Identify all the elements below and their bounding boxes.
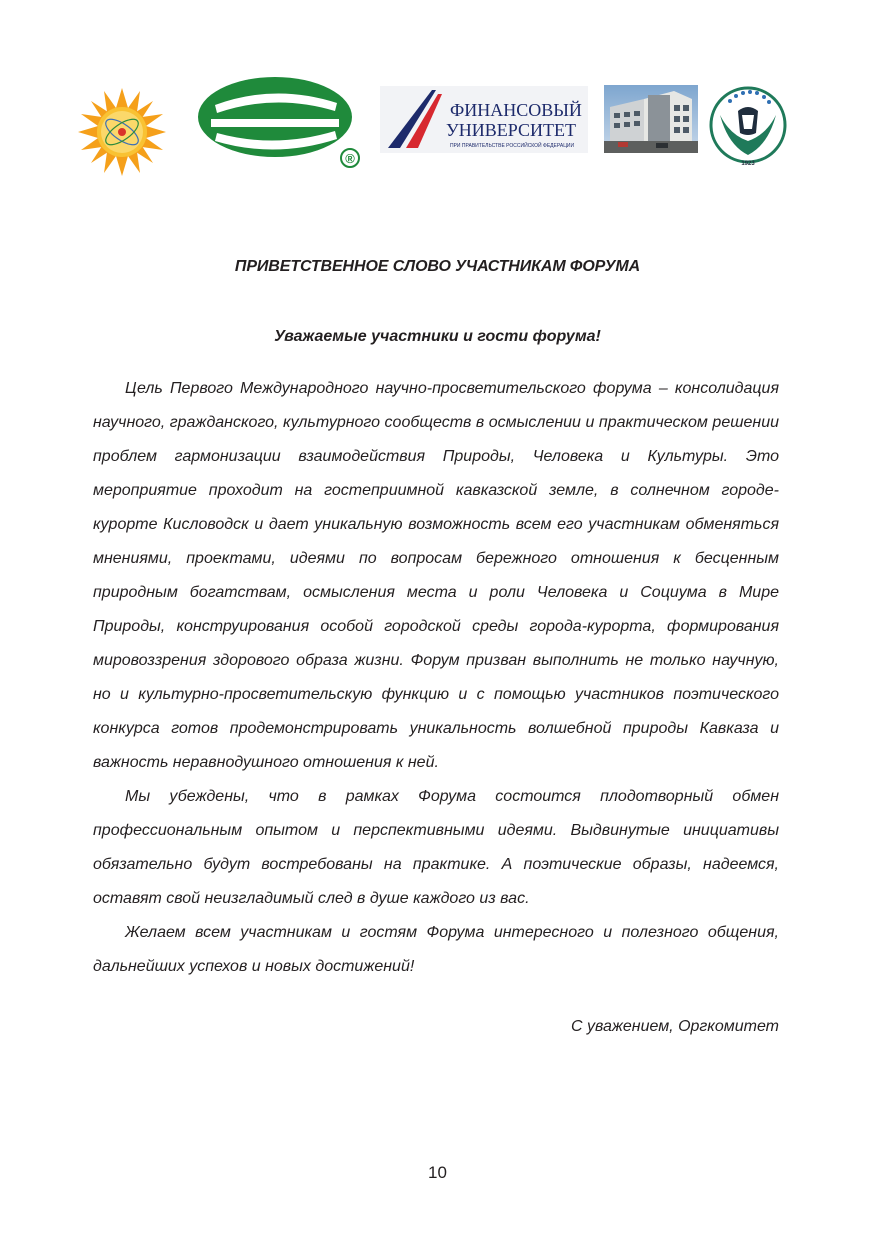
finuni-subtitle: ПРИ ПРАВИТЕЛЬСТВЕ РОССИЙСКОЙ ФЕДЕРАЦИИ — [450, 143, 575, 149]
emblem-year: 1923 — [741, 161, 755, 167]
round-emblem-logo — [708, 85, 788, 170]
salutation: Уважаемые участники и гости форума! — [274, 328, 601, 345]
logo-strip — [0, 0, 875, 200]
sun-logo — [76, 86, 168, 178]
page-title: ПРИВЕТСТВЕННОЕ СЛОВО УЧАСТНИКАМ ФОРУМА — [234, 258, 641, 275]
page-number: 10 — [428, 1163, 447, 1182]
financial-university-logo — [380, 86, 588, 153]
paragraph: Цель Первого Международного научно-просветительского форума – консолидация научного, гражданского, культурного сообществ в осмыслении и практическом решении проблем гармонизации взаимодействия Природы, Человека и Культуры. Это мероприятие проходит на гостеприимной кавказской земле, в солнечном городе-курорте Кисловодск и дает уникальную возможность всем его участникам обменяться мнениями, проектами, идеями по вопросам бережного отношения к бесценным природным богатствам, осмысления места и роли Человека и Социума в Мире Природы, конструирования особой городской среды города-курорта, формирования мировоззрения здорового образа жизни. Форум призван выполнить не только научную, но и культурно-просветительскую функцию и с помощью участников поэтического конкурса готов продемонстрировать уникальность волшебной природы Кавказа и важность неравнодушного отношения к ней. — [93, 380, 779, 771]
paragraph: Желаем всем участникам и гостям Форума интересного и полезного общения, дальнейших успехов и новых достижений! — [93, 924, 779, 975]
paragraph: Мы убеждены, что в рамках Форума состоится плодотворный обмен профессиональным опытом и перспективными идеями. Выдвинутые инициативы обязательно будут востребованы на практике. А поэтические образы, надеемся, оставят свой неизгладимый след в душе каждого из вас. — [93, 788, 779, 907]
letter-body — [93, 372, 779, 984]
signature: С уважением, Оргкомитет — [570, 1018, 779, 1035]
registered-mark: ® — [345, 151, 355, 166]
finuni-line2: УНИВЕРСИТЕТ — [446, 120, 576, 140]
building-photo — [604, 85, 698, 153]
finuni-line1: ФИНАНСОВЫЙ — [450, 100, 582, 120]
green-emblem-logo — [197, 75, 365, 170]
